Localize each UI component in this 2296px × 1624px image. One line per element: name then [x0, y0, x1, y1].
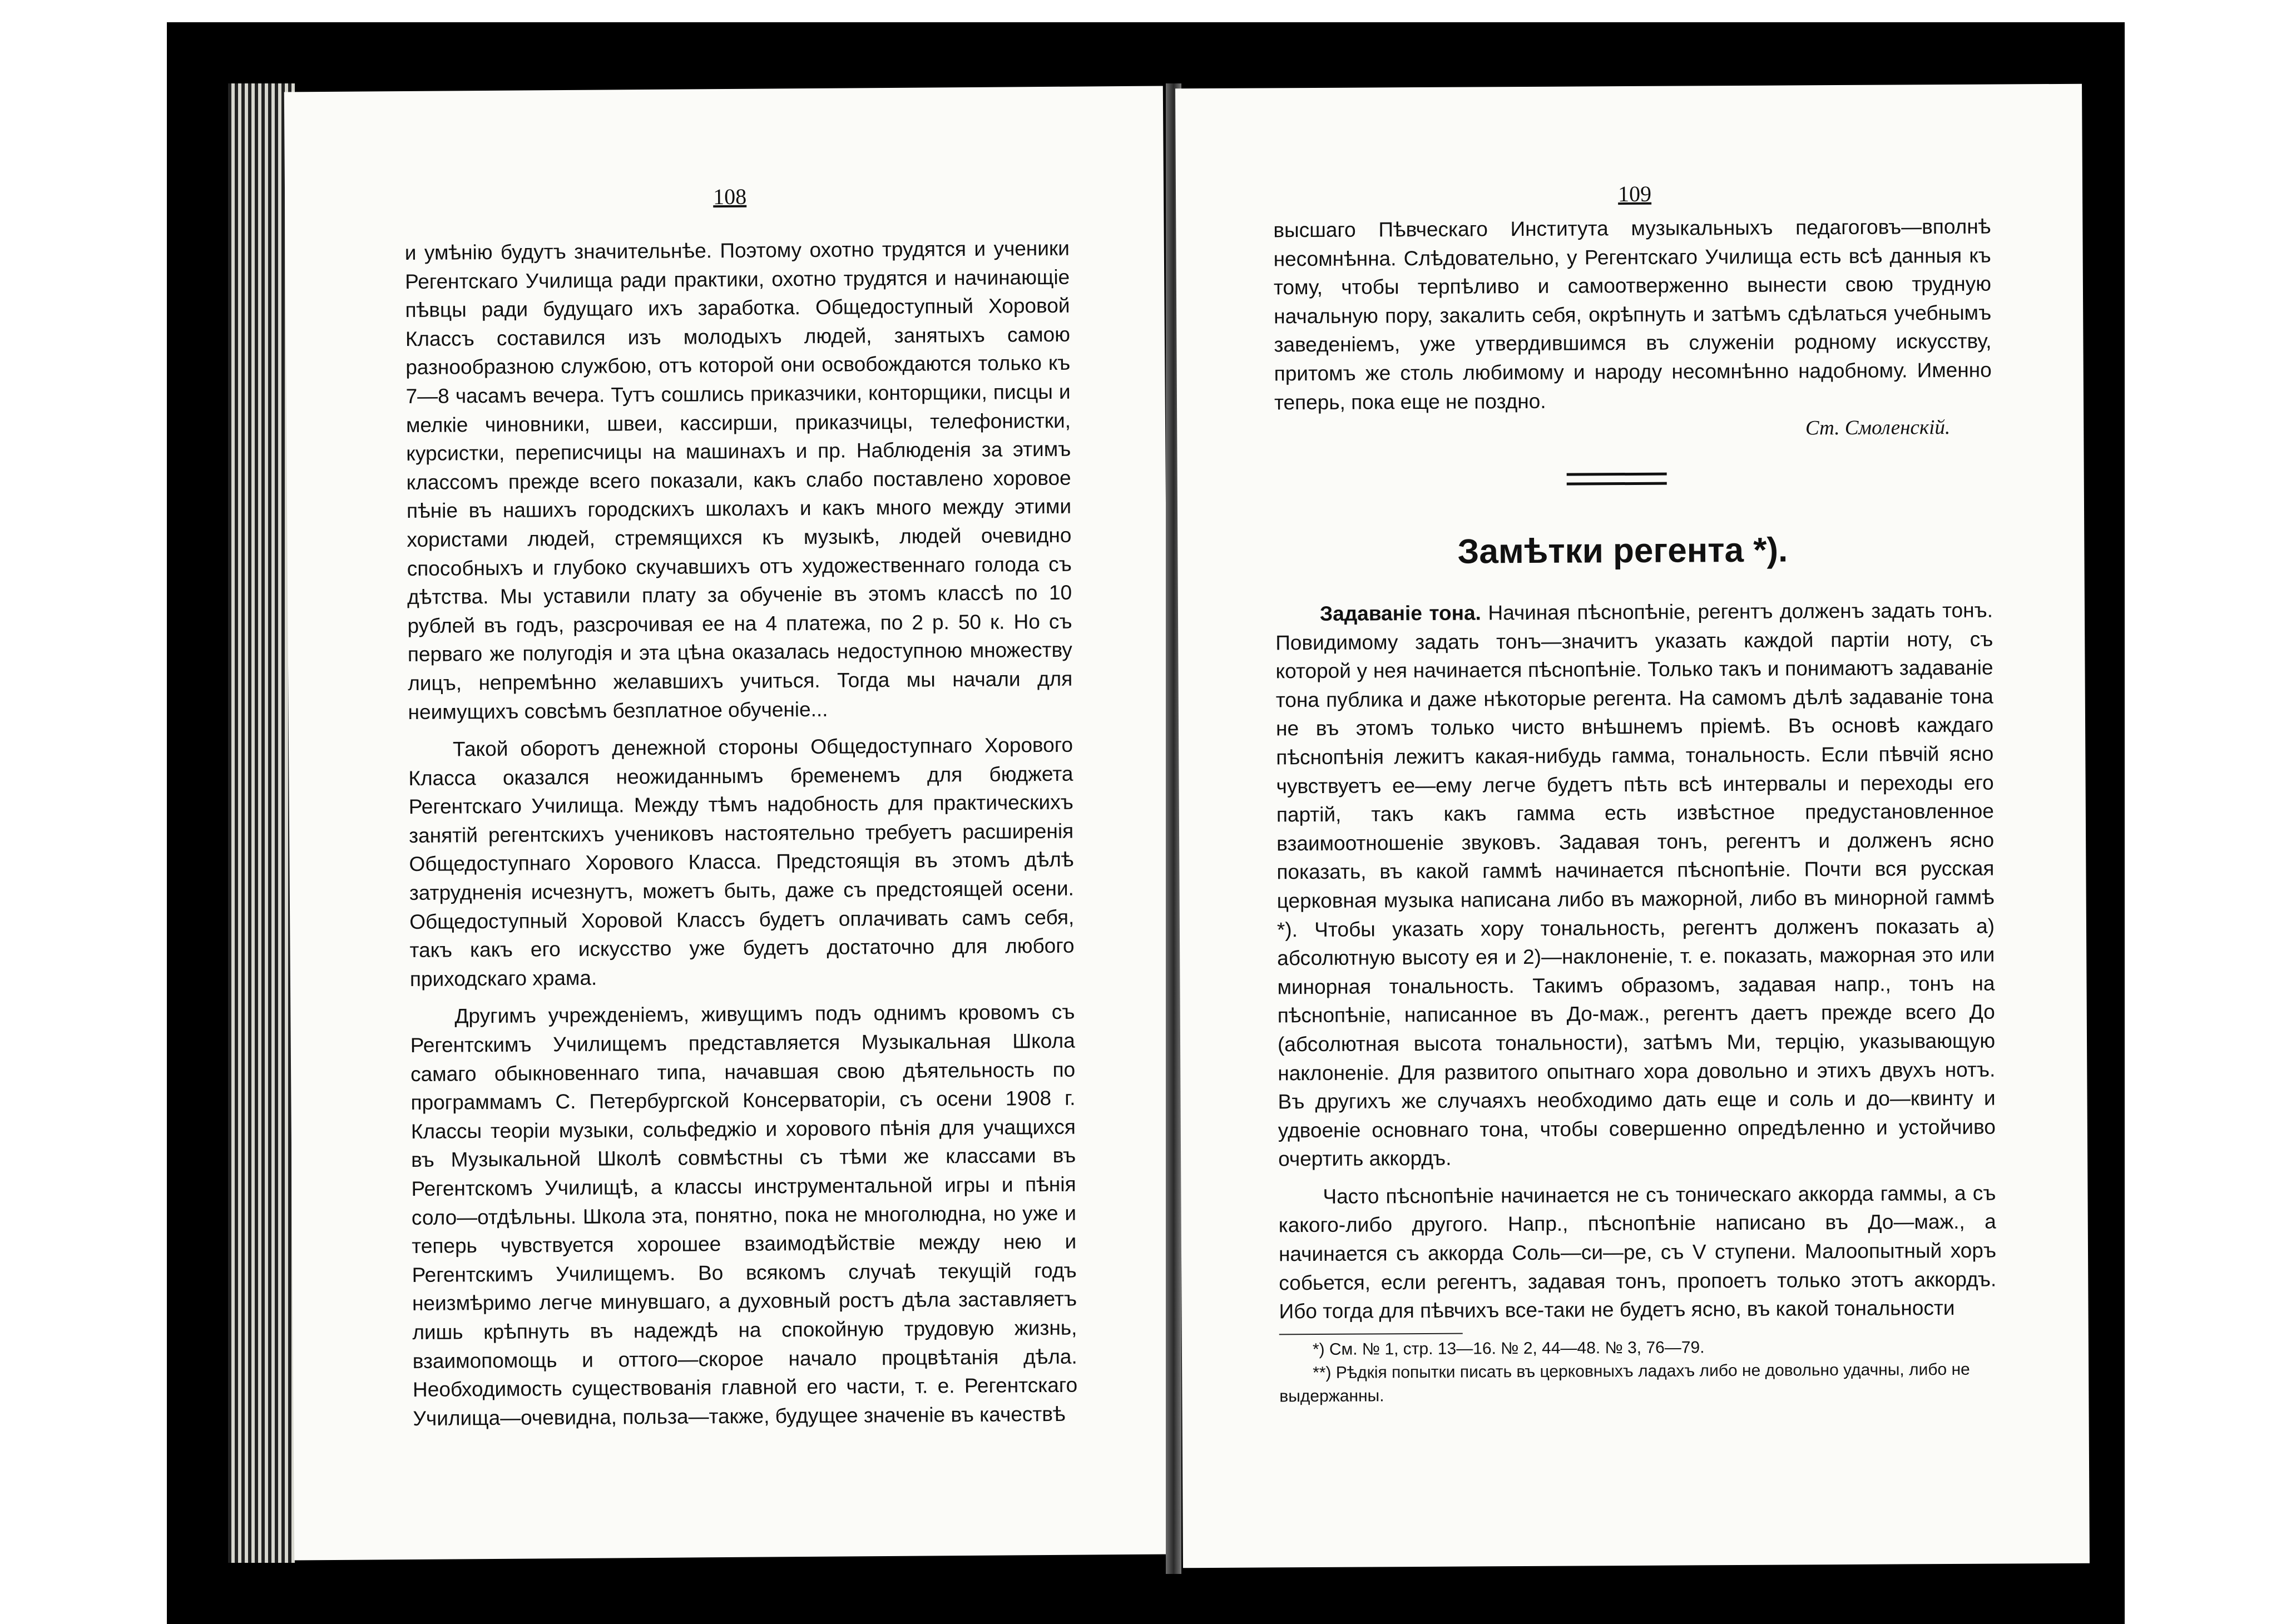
page-number-left: 108 — [712, 184, 747, 210]
page-edge-stack — [228, 83, 295, 1563]
double-rule-bottom — [1567, 482, 1667, 486]
right-opening-column — [1273, 212, 1992, 417]
right-opening-paragraph: высшаго Пѣвческаго Института музыкальныхъ педагоговъ—вполнѣ несомнѣнна. Слѣдовательно, у Регентскаго Училища есть всѣ данныя къ тому, чтобы терпѣливо и самоотверженно вынести свою трудную начальную пору, закалить себя, окрѣпнуть и затѣмъ сдѣлаться учебнымъ заведеніемъ, уже утвердившимся въ служеніи родному искусству, притомъ же столь любимому и народу несомнѣнно надобному. Именно теперь, пока еще не поздно. — [1273, 215, 1992, 414]
footnote: *) См. № 1, стр. 13—16. № 2, 44—48. № 3, 76—79. — [1312, 1338, 1705, 1359]
right-paragraph: Начиная пѣснопѣніе, регентъ долженъ задать тонъ. Повидимому задать тонъ—значитъ указать каждой партіи ноту, съ которой у нея начинается пѣснопѣніе. Только такъ и понимаютъ задаваніе тона публика и даже нѣкоторые регента. На самомъ дѣлѣ задаваніе тона не въ этомъ только чисто внѣшнемъ пріемѣ. Въ основѣ каждаго пѣснопѣнія лежитъ какая-нибудь гамма, тональность. Если пѣвчій ясно чувствуетъ ее—ему легче будетъ пѣть всѣ интервалы и переходы его партій, такъ какъ гамма есть извѣстное предустановленное взаимоотношеніе звуковъ. Задавая тонъ, регентъ и долженъ ясно показать, въ какой гаммѣ начинается пѣснопѣніе. Почти вся русская церковная музыка написана либо въ мажорной, либо въ минорной гаммѣ *). Чтобы указать хору тональность, регентъ долженъ показать а) абсолютную высоту ея и 2)—наклоненіе, т. е. показать, мажорная это или минорная тональность. Такимъ образомъ, задавая напр., тонъ на пѣснопѣніе, написанное въ До-маж., регентъ даетъ прежде всего До (абсолютная высота тональности), затѣмъ Ми, терцію, указывающую наклоненіе. Для развитого опытнаго хора довольно и этихъ двухъ нотъ. Въ другихъ же случаяхъ необходимо дать еще и соль и до—квинту и удвоеніе основнаго тона, чтобы совершенно опредѣленно и устойчиво очертить аккордъ. — [1275, 598, 1996, 1171]
footnotes — [1279, 1330, 1997, 1409]
left-paragraph: и умѣнію будутъ значительнѣе. Поэтому охотно трудятся и ученики Регентскаго Училища ради практики, охотно трудятся и начинающіе пѣвцы ради будущаго ихъ заработка. Общедоступный Хоровой Классъ составился изъ молодыхъ людей, занятыхъ самою разнообразною службою, отъ которой они освобождаются только къ 7—8 часамъ вечера. Тутъ сошлись приказчики, конторщики, писцы и мелкіе чиновники, швеи, кассирши, приказчицы, телефонистки, курсистки, переписчицы на машинахъ и пр. Наблюденія за этимъ классомъ прежде всего показали, какъ слабо поставлено хоровое пѣніе въ нашихъ городскихъ школахъ и какъ много между этими хористами людей, стремящихся къ музыкѣ, людей очевидно способныхъ и глубоко скучавшихъ отъ художественнаго голода съ дѣтства. Мы уставили плату за обученіе въ этомъ классѣ по 10 рублей въ годъ, разсрочивая ее на 4 платежа, по 2 р. 50 к. Но съ перваго же полугодія и эта цѣна оказалась недоступною множеству лицъ, непремѣнно желавшихъ учиться. Тогда мы начали для неимущихъ совсѣмъ безплатное обученіе... — [404, 236, 1073, 724]
left-paragraph: Другимъ учрежденіемъ, живущимъ подъ однимъ кровомъ съ Регентскимъ Училищемъ представляется Музыкальная Школа самаго обыкновеннаго типа, начавшая свою дѣятельность по программамъ С. Петербургской Консерваторіи, съ осени 1908 г. Классы теоріи музыки, сольфеджіо и хорового пѣнія для учащихся въ Музыкальной Школѣ совмѣстны съ тѣми же классами въ Регентскомъ Училищѣ, а классы инструментальной игры и пѣнія соло—отдѣльны. Школа эта, понятно, пока не многолюдна, но уже и теперь чувствуется хорошее взаимодѣйствіе между нею и Регентскимъ Училищемъ. Во всякомъ случаѣ текущій годъ неизмѣримо легче минувшаго, а духовный ростъ дѣла заставляетъ лишь крѣпнуть въ надеждѣ на спокойную трудовую жизнь, взаимопомощь и оттого—скорое начало процвѣтанія дѣла. Необходимость существованія главной его части, т. е. Регентскаго Училища—очевидна, польза—также, будущее значеніе въ качествѣ — [410, 1001, 1078, 1430]
right-body-column — [1275, 596, 1997, 1326]
right-page — [1175, 84, 2090, 1568]
left-text-column — [405, 234, 1078, 1433]
footnote: **) Рѣдкія попытки писать въ церковныхъ ладахъ либо не довольно удачны, либо не выдержанны. — [1279, 1360, 1970, 1406]
section-title: Замѣтки регента *). — [1457, 531, 1788, 571]
double-rule-top — [1567, 473, 1667, 476]
left-page — [284, 86, 1173, 1561]
left-paragraph: Такой оборотъ денежной стороны Общедоступнаго Хорового Класса оказался неожиданнымъ бременемъ для бюджета Регентскаго Училища. Между тѣмъ надобность для практическихъ занятій регентскихъ учениковъ настоятельно требуетъ расширенія Общедоступнаго Хорового Класса. Предстоящія въ этомъ дѣлѣ затрудненія исчезнутъ, можетъ быть, даже съ предстоящей осени. Общедоступный Хоровой Классъ будетъ оплачивать самъ себя, такъ какъ его искусство уже будетъ достаточно для любого приходскаго храма. — [408, 733, 1075, 991]
right-paragraph: Часто пѣснопѣніе начинается не съ тоническаго аккорда гаммы, а съ какого-либо другого. Напр., пѣснопѣніе написано въ До—маж., а начинается съ аккорда Соль—си—ре, съ V ступени. Малоопытный хоръ собьется, если регентъ, задавая тонъ, пропоетъ только этотъ аккордъ. Ибо тогда для пѣвчихъ все-таки не будетъ ясно, въ какой тональности — [1278, 1181, 1997, 1323]
lead-in-heading: Задаваніе тона. — [1319, 601, 1481, 625]
signature: Ст. Смоленскій. — [1805, 415, 1951, 440]
footnote-rule — [1279, 1333, 1463, 1335]
page-number-right: 109 — [1617, 181, 1652, 207]
